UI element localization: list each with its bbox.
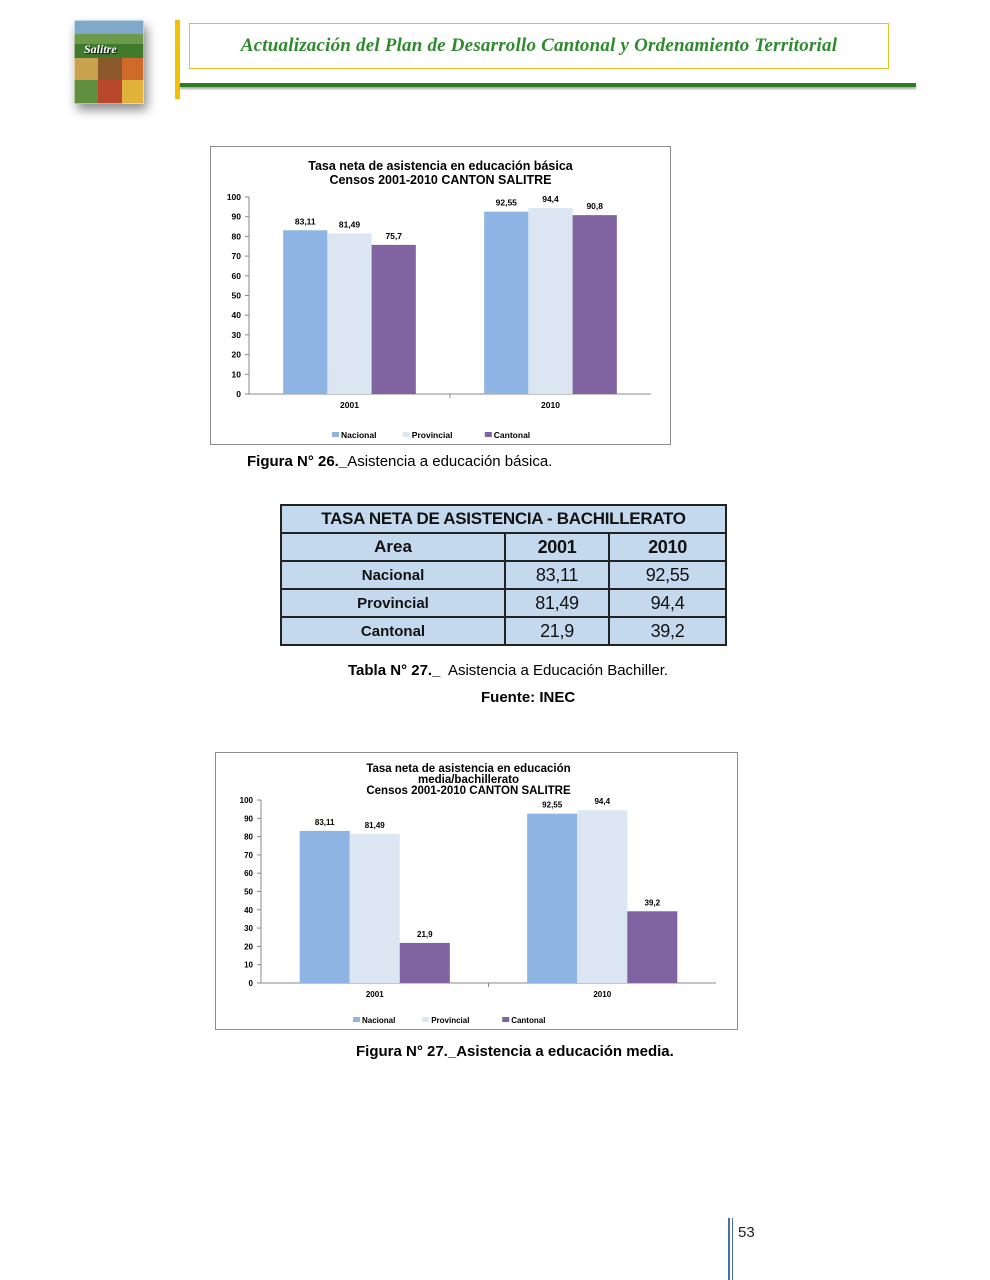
y-tick-label: 40	[244, 905, 253, 915]
y-tick-label: 20	[244, 942, 253, 952]
bar	[573, 215, 617, 394]
legend-swatch	[332, 432, 339, 437]
y-tick-label: 90	[231, 211, 241, 222]
cell-value: 39,2	[609, 617, 726, 645]
legend-swatch	[502, 1017, 509, 1022]
table27-caption-label: Tabla N° 27._	[348, 662, 441, 679]
legend-label: Nacional	[362, 1016, 396, 1025]
page-number: 53	[738, 1224, 755, 1241]
x-tick-label: 2001	[340, 400, 359, 410]
data-label: 92,55	[542, 800, 563, 810]
bar	[484, 212, 528, 394]
figure26-caption-label: Figura N° 26._	[247, 453, 348, 470]
row-label: Provincial	[281, 589, 505, 617]
chart-title: Tasa neta de asistencia en educación	[366, 763, 571, 775]
legend-swatch	[485, 432, 492, 437]
legend-label: Provincial	[431, 1016, 470, 1025]
table-row	[281, 561, 726, 589]
data-label: 83,11	[314, 817, 335, 827]
chart-title: Censos 2001-2010 CANTON SALITRE	[329, 173, 552, 187]
table-title: TASA NETA DE ASISTENCIA - BACHILLERATO	[281, 505, 726, 533]
cell-value: 21,9	[505, 617, 609, 645]
y-tick-label: 70	[231, 251, 241, 262]
row-label: Nacional	[281, 561, 505, 589]
cell-value: 92,55	[609, 561, 726, 589]
cell-value: 94,4	[609, 589, 726, 617]
y-tick-label: 100	[239, 796, 253, 805]
y-tick-label: 0	[248, 979, 253, 988]
data-label: 81,49	[338, 219, 361, 230]
chart-title: media/bachillerato	[418, 774, 519, 786]
y-tick-label: 20	[231, 349, 241, 360]
x-tick-label: 2010	[541, 400, 560, 410]
table27-source: Fuente: INEC	[481, 689, 576, 706]
table-row	[281, 617, 726, 645]
document-title: Actualización del Plan de Desarrollo Cantonal y Ordenamiento Territorial	[240, 35, 838, 56]
data-label: 39,2	[644, 898, 661, 908]
row-label: Cantonal	[281, 617, 505, 645]
chart-svg	[216, 753, 737, 1029]
table-title-row	[281, 505, 726, 533]
legend-swatch	[353, 1017, 360, 1022]
y-tick-label: 50	[231, 290, 241, 301]
legend-swatch	[422, 1017, 429, 1022]
data-label: 21,9	[417, 929, 433, 939]
y-tick-label: 60	[244, 869, 253, 879]
col-header-2001: 2001	[505, 533, 609, 561]
logo-collage-image	[74, 20, 144, 104]
bar	[528, 208, 572, 394]
page-number-rule	[728, 1218, 730, 1280]
y-tick-label: 30	[231, 329, 241, 340]
col-header-area: Area	[281, 533, 505, 561]
y-tick-label: 10	[231, 369, 241, 380]
data-label: 81,49	[364, 820, 385, 830]
y-tick-label: 70	[244, 850, 253, 860]
chart-title: Tasa neta de asistencia en educación básica	[308, 159, 573, 173]
table-header-row	[281, 533, 726, 561]
legend-label: Provincial	[411, 430, 453, 440]
chart-title: Censos 2001-2010 CANTON SALITRE	[366, 785, 571, 797]
y-tick-label: 40	[231, 310, 241, 321]
figure26-caption-text: Asistencia a educación básica.	[347, 453, 553, 470]
table-tasa-bachillerato	[280, 504, 727, 646]
chart-educacion-media	[215, 752, 738, 1030]
cell-value: 81,49	[505, 589, 609, 617]
data-label: 90,8	[586, 201, 603, 212]
data-label: 92,55	[495, 197, 517, 208]
chart-svg	[211, 147, 670, 444]
y-tick-label: 50	[244, 887, 253, 897]
x-tick-label: 2001	[365, 990, 384, 999]
legend-label: Cantonal	[511, 1016, 546, 1025]
x-tick-label: 2010	[593, 990, 612, 999]
legend-swatch	[403, 432, 410, 437]
bar	[350, 834, 400, 983]
bar	[527, 814, 577, 983]
data-label: 83,11	[294, 216, 316, 227]
data-label: 94,4	[542, 194, 559, 205]
chart-educacion-basica	[210, 146, 671, 445]
y-tick-label: 100	[226, 192, 241, 202]
y-tick-label: 0	[236, 389, 241, 399]
y-tick-label: 90	[244, 814, 253, 824]
y-tick-label: 80	[231, 231, 241, 242]
bar	[327, 233, 371, 394]
bar	[372, 245, 416, 394]
cell-value: 83,11	[505, 561, 609, 589]
salitre-logo	[74, 20, 144, 104]
col-header-2010: 2010	[609, 533, 726, 561]
bar	[627, 911, 677, 983]
logo-text: Salitre	[84, 42, 117, 56]
figure27-caption: Figura N° 27._Asistencia a educación media.	[356, 1043, 674, 1060]
y-tick-label: 60	[231, 270, 241, 281]
table27-caption-text: Asistencia a Educación Bachiller.	[447, 662, 669, 679]
table-row	[281, 589, 726, 617]
header-accent-bar	[175, 20, 180, 99]
page-number-rule-thin	[732, 1218, 733, 1280]
bar	[577, 810, 627, 983]
data-label: 94,4	[594, 797, 611, 807]
legend-label: Cantonal	[493, 430, 531, 440]
bar	[283, 230, 327, 394]
legend-label: Nacional	[341, 430, 377, 440]
data-label: 75,7	[385, 230, 402, 241]
y-tick-label: 80	[244, 832, 253, 842]
figure26-caption	[247, 453, 552, 470]
header-title-box	[189, 23, 889, 69]
y-tick-label: 30	[244, 924, 253, 934]
bar	[400, 943, 450, 983]
bar	[300, 831, 350, 983]
table27-caption	[348, 662, 668, 679]
y-tick-label: 10	[244, 960, 253, 970]
header-rule	[180, 83, 916, 87]
